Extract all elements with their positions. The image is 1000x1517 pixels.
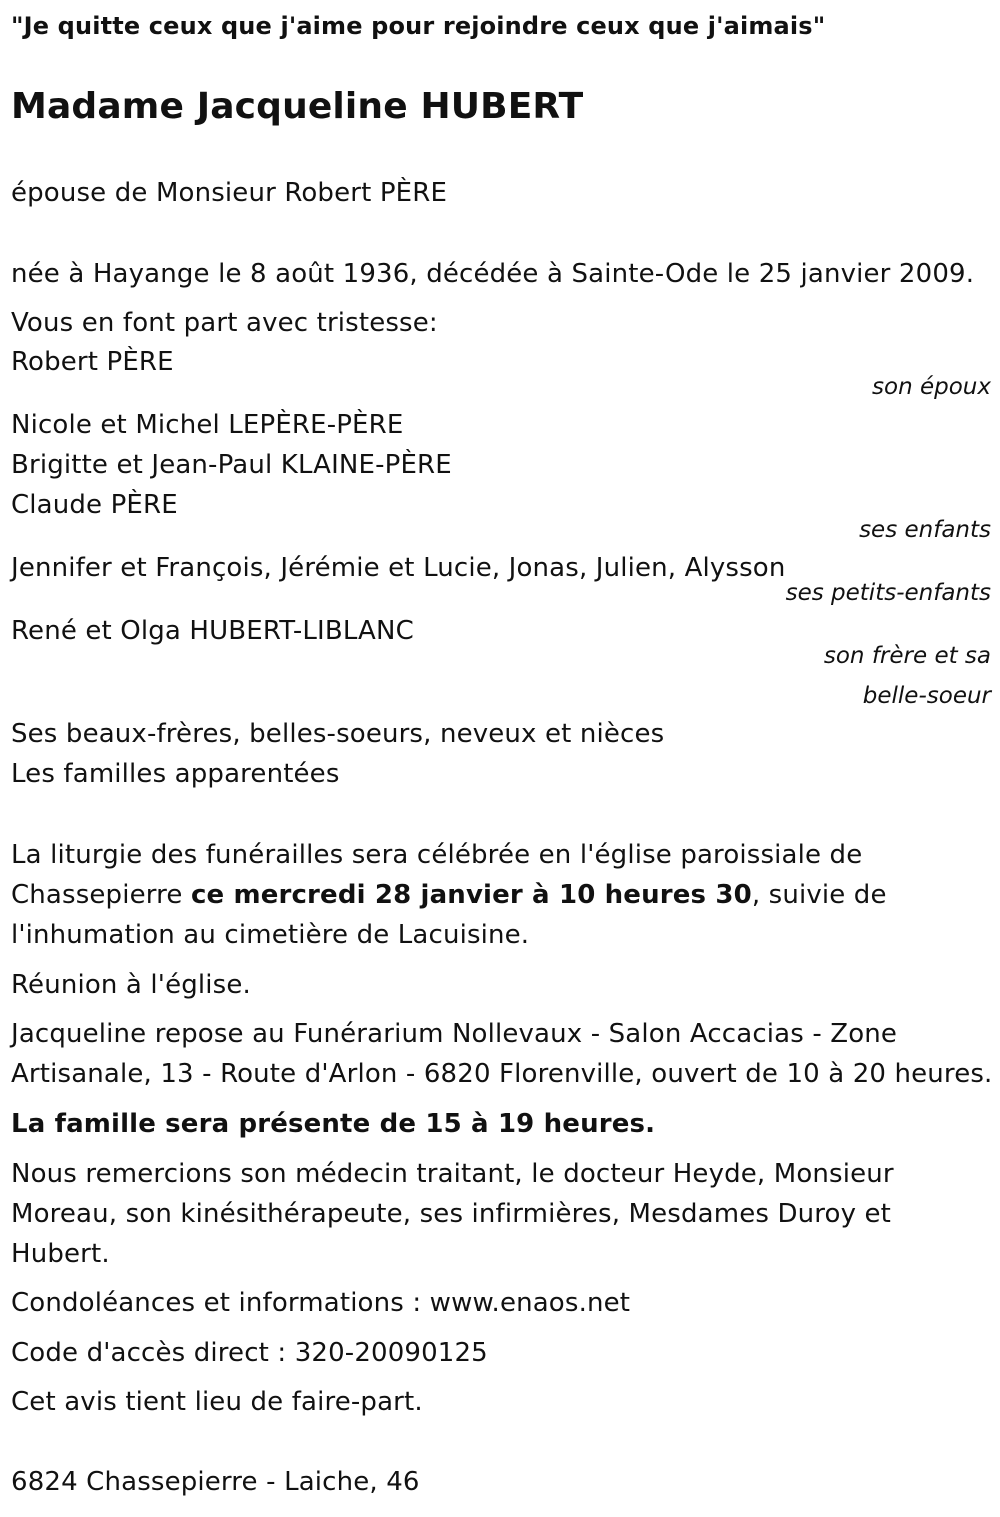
funeral-line-3: l'inhumation au cimetière de Lacuisine.: [11, 920, 530, 950]
funeral-followup: , suivie de: [751, 880, 887, 910]
address-line: 6824 Chassepierre - Laiche, 46: [11, 1467, 420, 1497]
grandchildren-relation: ses petits-enfants: [785, 580, 991, 606]
child-name: Nicole et Michel LEPÈRE-PÈRE: [11, 410, 404, 440]
notice-line: Cet avis tient lieu de faire-part.: [11, 1387, 423, 1417]
epitaph-quote: "Je quitte ceux que j'aime pour rejoindre ceux que j'aimais": [11, 12, 826, 40]
reunion-line: Réunion à l'église.: [11, 970, 251, 1000]
access-code-line: Code d'accès direct : 320-20090125: [11, 1338, 488, 1368]
deceased-name: Madame Jacqueline HUBERT: [11, 86, 584, 127]
birth-death-line: née à Hayange le 8 août 1936, décédée à Sainte-Ode le 25 janvier 2009.: [11, 259, 975, 289]
announcement-line: Vous en font part avec tristesse:: [11, 308, 438, 338]
rest-line-2: Artisanale, 13 - Route d'Arlon - 6820 Florenville, ouvert de 10 à 20 heures.: [11, 1059, 993, 1089]
child-name: Brigitte et Jean-Paul KLAINE-PÈRE: [11, 450, 452, 480]
funeral-place: Chassepierre: [11, 880, 191, 910]
sibling-names: René et Olga HUBERT-LIBLANC: [11, 616, 414, 646]
grandchildren-names: Jennifer et François, Jérémie et Lucie, Jonas, Julien, Alysson: [11, 553, 786, 583]
thanks-line-1: Nous remercions son médecin traitant, le docteur Heyde, Monsieur: [11, 1159, 894, 1189]
funeral-line-2: [11, 875, 887, 915]
child-name: Claude PÈRE: [11, 490, 178, 520]
sibling-relation-line-2: belle-soeur: [862, 683, 991, 709]
in-laws-line: Ses beaux-frères, belles-soeurs, neveux et nièces: [11, 719, 665, 749]
children-relation: ses enfants: [859, 517, 991, 543]
condolences-line: Condoléances et informations : www.enaos.net: [11, 1288, 631, 1318]
thanks-line-2: Moreau, son kinésithérapeute, ses infirmières, Mesdames Duroy et: [11, 1199, 892, 1229]
husband-relation: son époux: [872, 374, 991, 400]
husband-name: Robert PÈRE: [11, 347, 174, 377]
rest-line-1: Jacqueline repose au Funérarium Nollevaux - Salon Accacias - Zone: [11, 1019, 898, 1049]
sibling-relation-line-1: son frère et sa: [823, 643, 991, 669]
thanks-line-3: Hubert.: [11, 1239, 110, 1269]
family-present-line: La famille sera présente de 15 à 19 heures.: [11, 1109, 656, 1139]
funeral-line-1: La liturgie des funérailles sera célébrée en l'église paroissiale de: [11, 840, 863, 870]
funeral-date-time: ce mercredi 28 janvier à 10 heures 30: [190, 880, 752, 910]
related-families-line: Les familles apparentées: [11, 759, 340, 789]
spouse-line: épouse de Monsieur Robert PÈRE: [11, 178, 448, 208]
